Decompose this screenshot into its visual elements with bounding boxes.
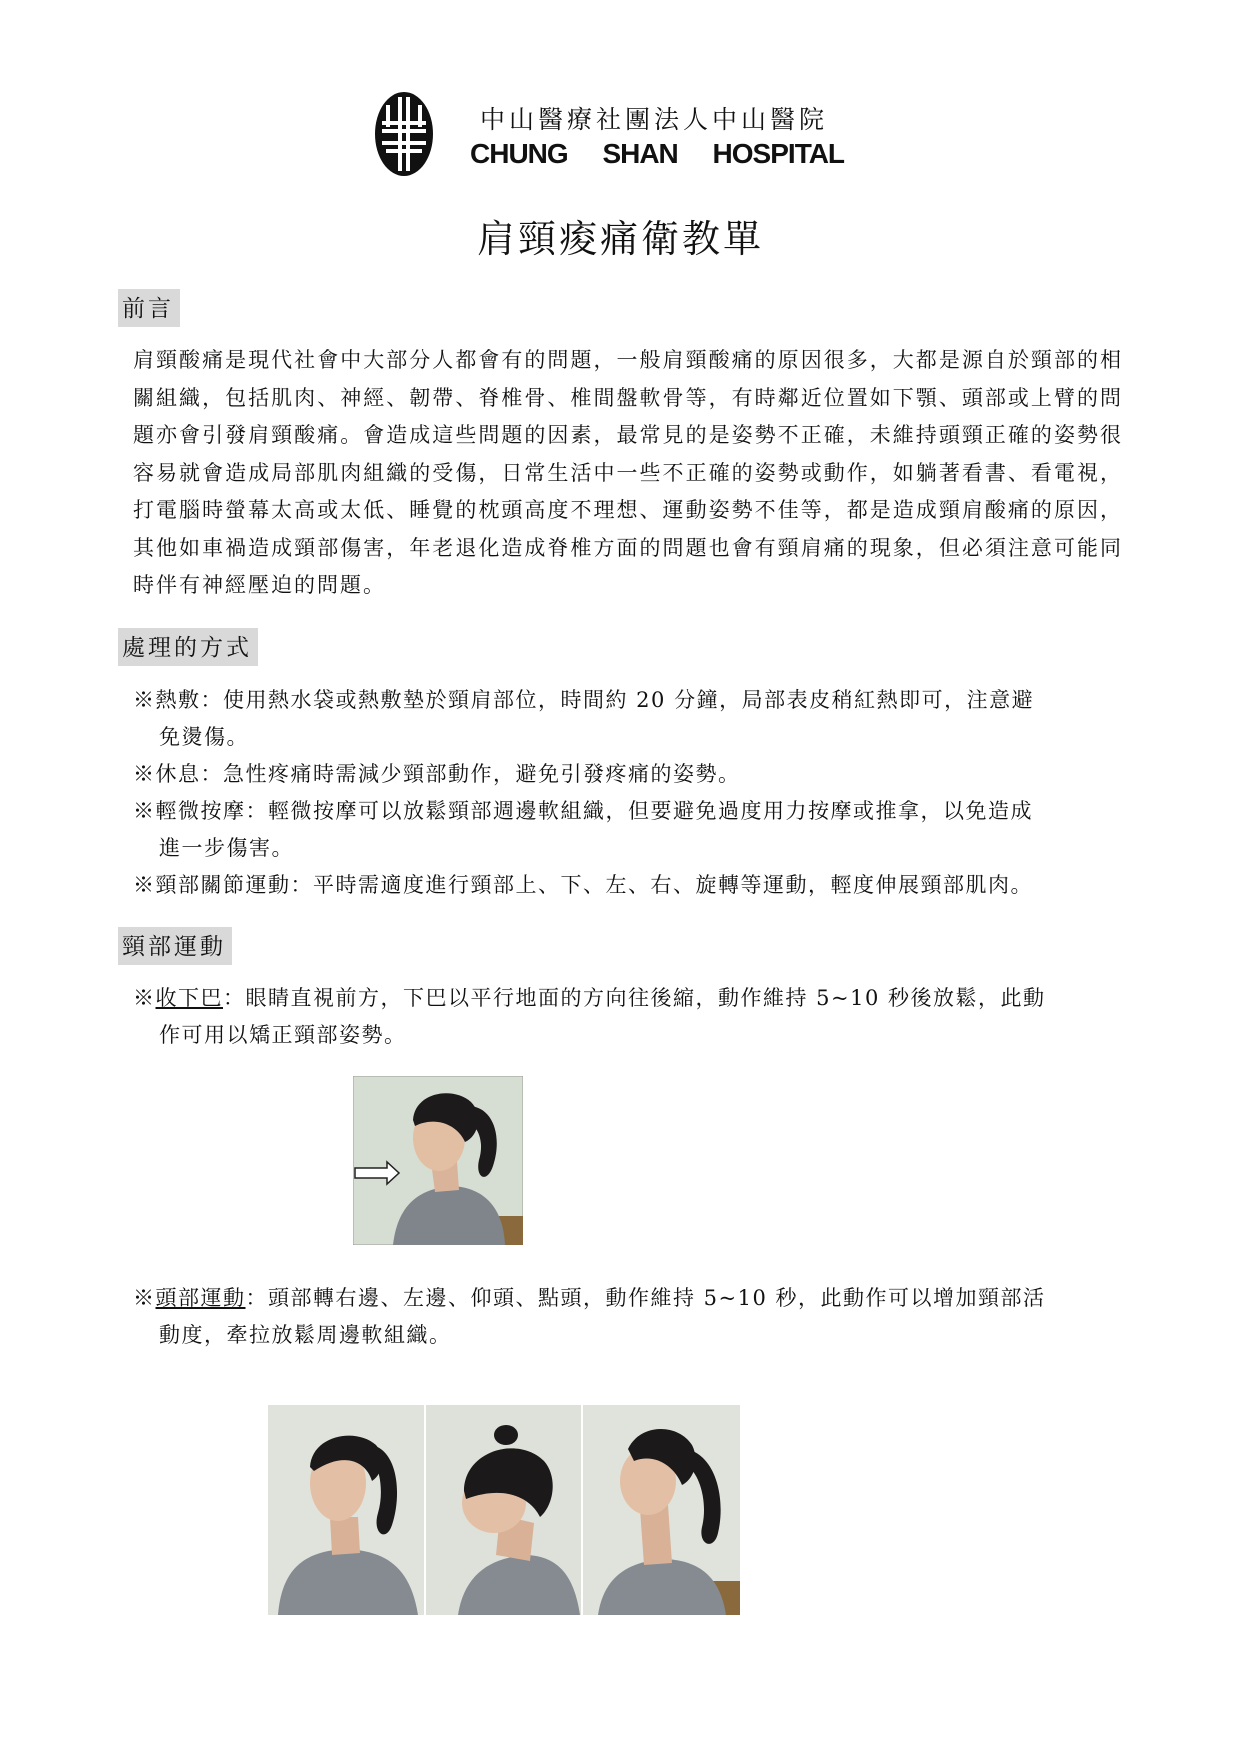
section-heading-exercise: 頸部運動 xyxy=(118,927,232,965)
item-text-cont: 作可用以矯正頸部姿勢。 xyxy=(159,1023,407,1047)
item-text-cont: 進一步傷害。 xyxy=(159,836,294,860)
treatment-item-heat xyxy=(133,682,1128,756)
intro-paragraph: 肩頸酸痛是現代社會中大部分人都會有的問題，一般肩頸酸痛的原因很多，大都是源自於頸部的相關組織，包括肌肉、神經、韌帶、脊椎骨、椎間盤軟骨等，有時鄰近位置如下顎、頭部或上臂的問題亦會引發肩頸酸痛。會造成這些問題的因素，最常見的是姿勢不正確，未維持頭頸正確的姿勢很容易就會造成局部肌肉組織的受傷，日常生活中一些不正確的姿勢或動作，如躺著看書、看電視，打電腦時螢幕太高或太低、睡覺的枕頭高度不理想、運動姿勢不佳等，都是造成頸肩酸痛的原因，其他如車禍造成頸部傷害，年老退化造成脊椎方面的問題也會有頸肩痛的現象，但必須注意可能同時伴有神經壓迫的問題。 xyxy=(133,348,1123,597)
bullet-mark: ※ xyxy=(133,1286,156,1310)
item-text: ：眼睛直視前方，下巴以平行地面的方向往後縮，動作維持 5~10 秒後放鬆，此動 xyxy=(223,986,1046,1010)
document-title: 肩頸痠痛衛教單 xyxy=(476,217,764,261)
item-text: 頸部關節運動：平時需適度進行頸部上、下、左、右、旋轉等運動，輕度伸展頸部肌肉。 xyxy=(155,873,1033,897)
bullet-mark: ※ xyxy=(133,873,156,897)
head-nod-photo xyxy=(426,1405,581,1615)
section-heading-intro: 前言 xyxy=(118,289,180,327)
item-text: 輕微按摩：輕微按摩可以放鬆頸部週邊軟組織，但要避免過度用力按摩或推拿，以免造成 xyxy=(155,799,1033,823)
treatment-item-joint-exercise xyxy=(133,867,1128,904)
item-text: 休息：急性疼痛時需減少頸部動作，避免引發疼痛的姿勢。 xyxy=(155,762,741,786)
bullet-mark: ※ xyxy=(133,688,156,712)
head-turn-photo xyxy=(268,1405,424,1615)
item-text-cont: 免燙傷。 xyxy=(159,725,249,749)
hospital-logo-icon xyxy=(374,91,434,177)
chin-tuck-photo xyxy=(353,1076,523,1245)
org-name-cn: 中山醫療社團法人中山醫院 xyxy=(480,105,829,134)
treatment-item-massage xyxy=(133,793,1128,867)
bullet-mark: ※ xyxy=(133,986,156,1010)
section-heading-treatment: 處理的方式 xyxy=(118,628,258,666)
item-text: ：頭部轉右邊、左邊、仰頭、點頭，動作維持 5~10 秒，此動作可以增加頸部活 xyxy=(245,1286,1046,1310)
bullet-mark: ※ xyxy=(133,762,156,786)
exercise-item-chin-tuck xyxy=(133,980,1128,1054)
treatment-item-rest xyxy=(133,756,1128,793)
item-text-cont: 動度，牽拉放鬆周邊軟組織。 xyxy=(159,1323,452,1347)
exercise-name: 頭部運動 xyxy=(155,1286,246,1310)
head-tilt-up-photo xyxy=(583,1405,740,1615)
bullet-mark: ※ xyxy=(133,799,156,823)
org-name-en: CHUNG SHAN HOSPITAL xyxy=(470,138,845,169)
exercise-item-head-movement xyxy=(133,1280,1128,1354)
item-text: 熱敷：使用熱水袋或熱敷墊於頸肩部位，時間約 20 分鐘，局部表皮稍紅熱即可，注意避 xyxy=(155,688,1035,712)
head-movement-photos xyxy=(268,1405,740,1615)
exercise-name: 收下巴 xyxy=(155,986,223,1010)
